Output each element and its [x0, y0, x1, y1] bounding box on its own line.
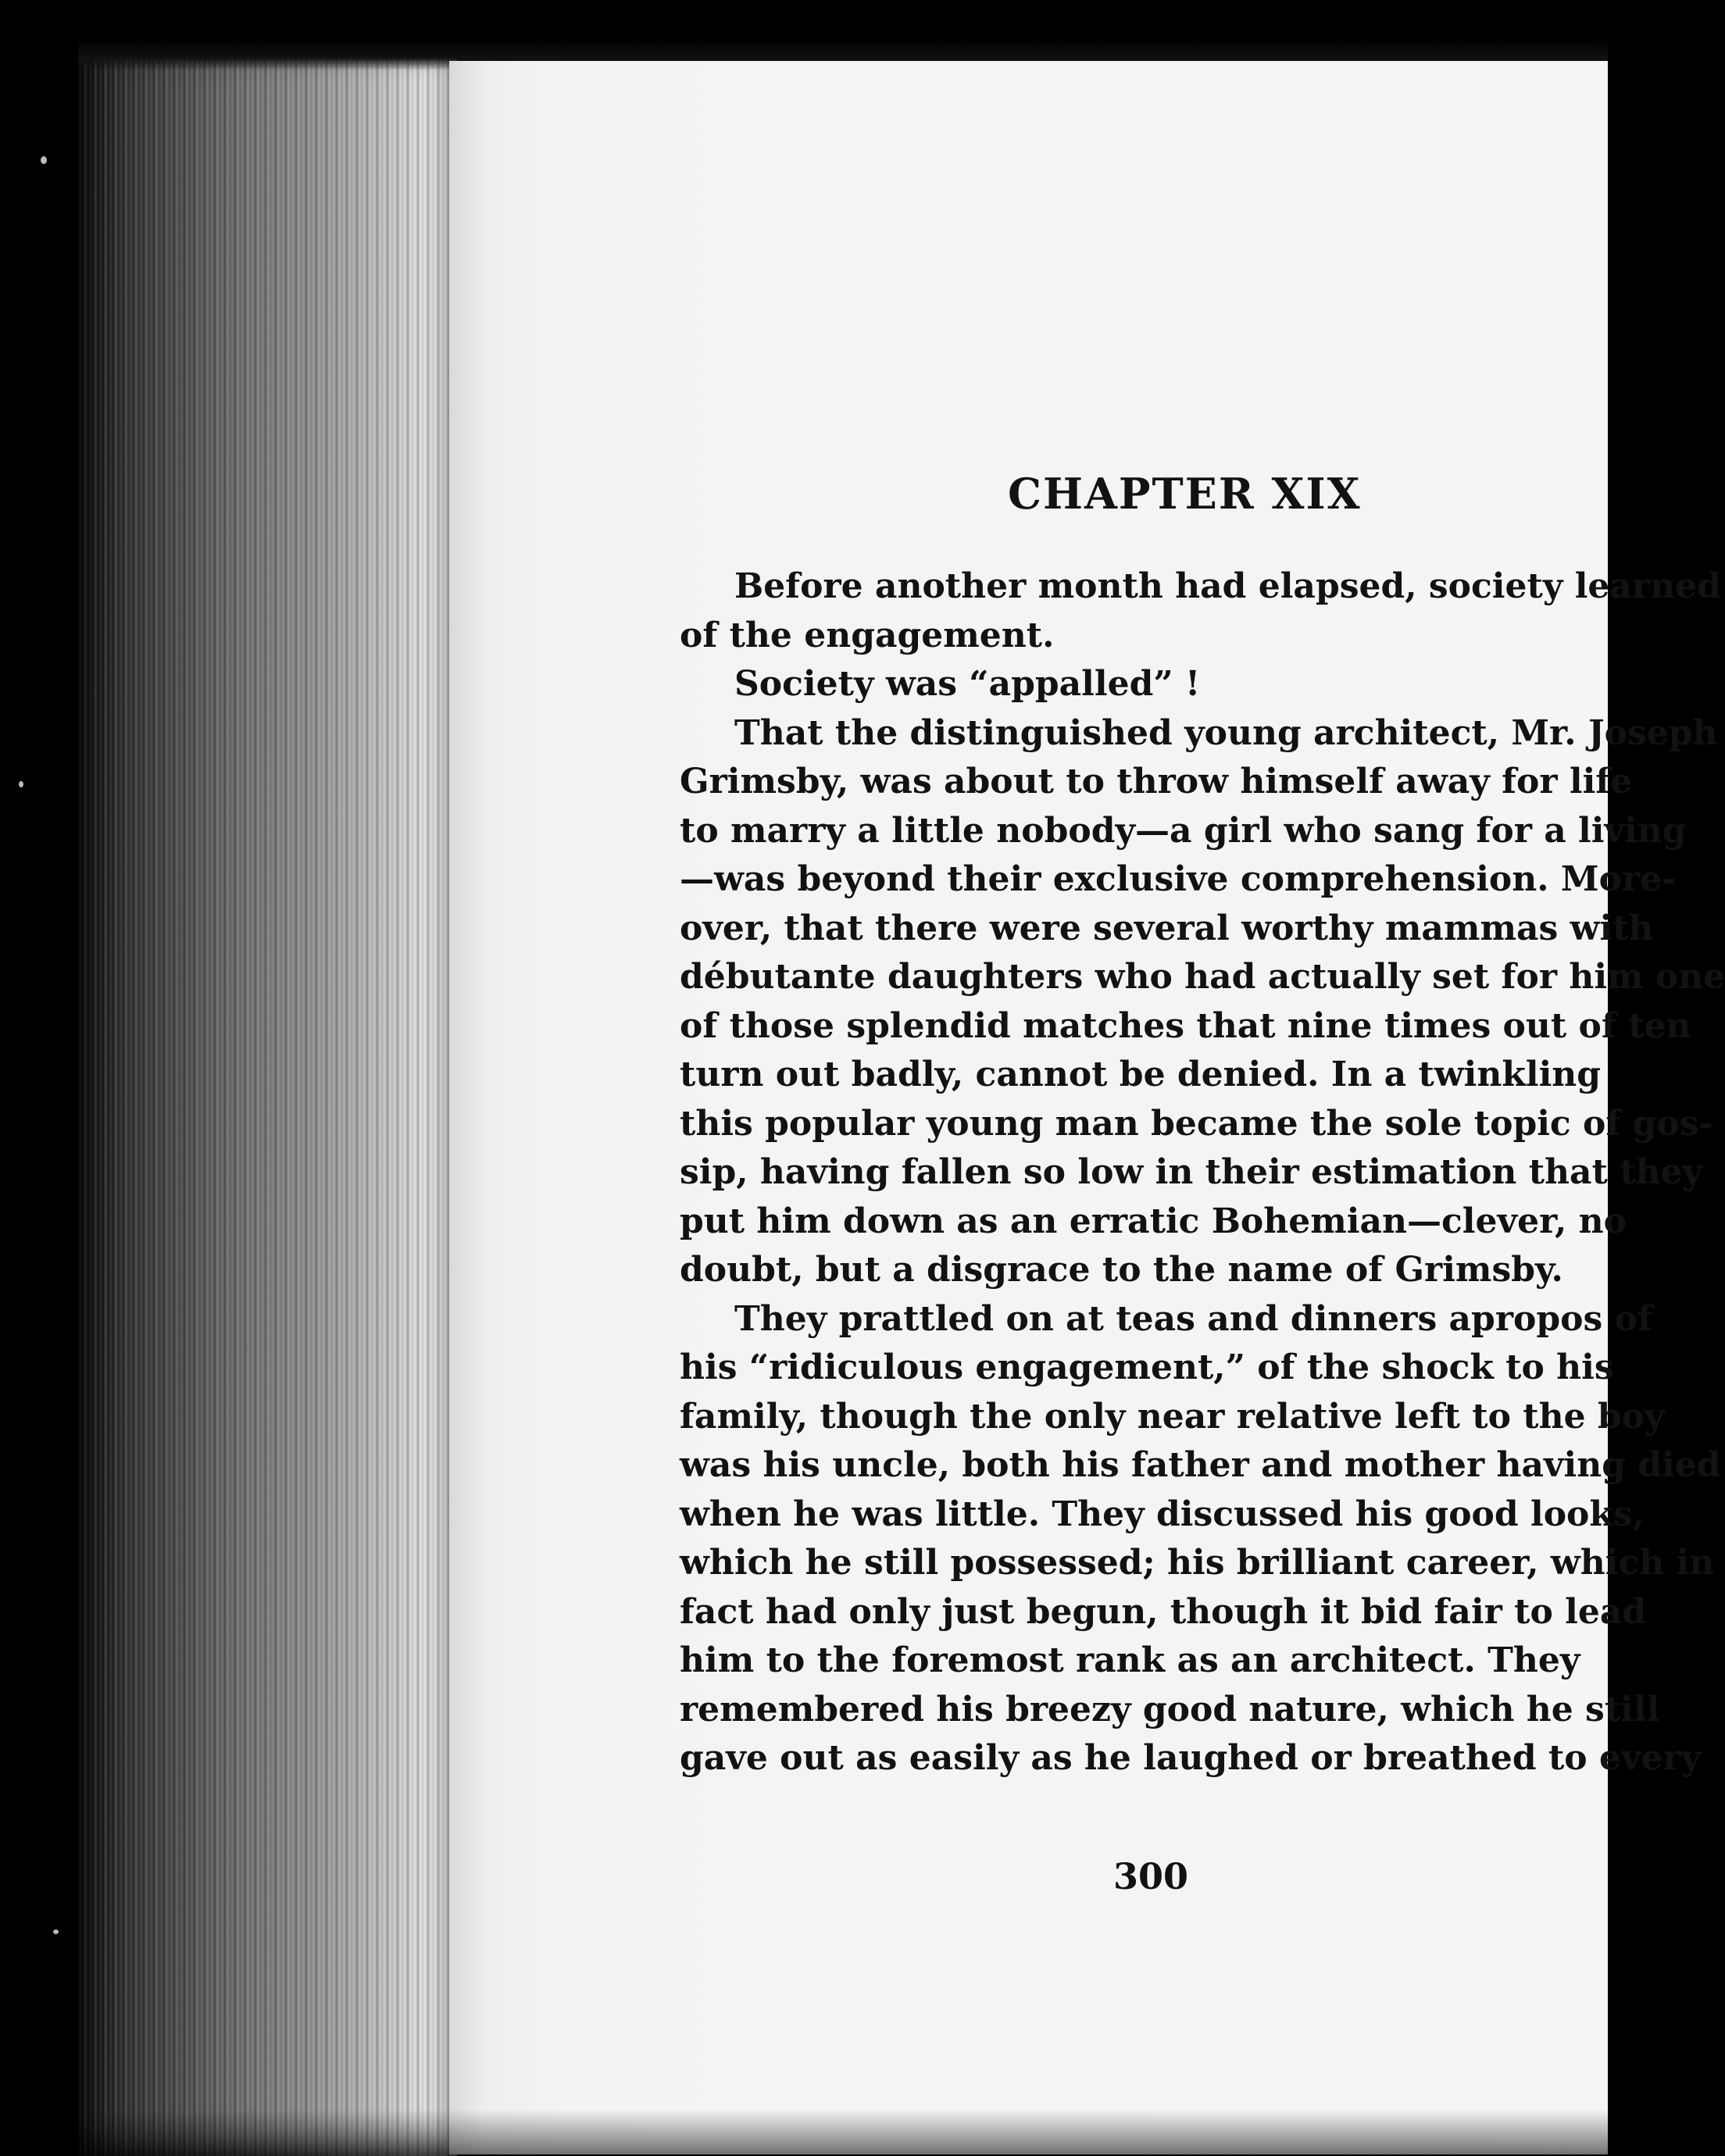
text-line: —was beyond their exclusive comprehension. More- [680, 859, 1677, 899]
text-line: this popular young man became the sole topic of gos- [680, 1103, 1713, 1144]
dust-speck [19, 781, 23, 787]
dust-speck [53, 1929, 59, 1934]
text-line: sip, having fallen so low in their estimation that they [680, 1152, 1703, 1192]
text-line: when he was little. They discussed his good looks, [680, 1494, 1645, 1534]
text-line: turn out badly, cannot be denied. In a twinkling [680, 1055, 1602, 1094]
text-line: débutante daughters who had actually set for him one [680, 957, 1725, 997]
text-line: family, though the only near relative left to the boy [680, 1396, 1665, 1437]
book-fore-edge [78, 47, 457, 2156]
body-text [680, 562, 1725, 1783]
text-line: which he still possessed; his brilliant career, which in [680, 1543, 1715, 1583]
text-line: over, that there were several worthy mammas with [680, 908, 1654, 948]
dust-speck [41, 156, 47, 164]
text-line: gave out as easily as he laughed or breathed to every [680, 1738, 1702, 1778]
text-line: was his uncle, both his father and mother having died [680, 1445, 1721, 1485]
text-line: of those splendid matches that nine times out of ten [680, 1005, 1691, 1046]
text-line: put him down as an erratic Bohemian—clever, no [680, 1201, 1627, 1241]
text-line: to marry a little nobody—a girl who sang for a living [680, 810, 1687, 851]
page-number: 300 [1113, 1855, 1189, 1897]
text-line: him to the foremost rank as an architect. They [680, 1640, 1580, 1680]
text-line: doubt, but a disgrace to the name of Grimsby. [680, 1250, 1563, 1290]
bottom-shadow [78, 2109, 1608, 2156]
text-line: That the distinguished young architect, Mr. Joseph [734, 712, 1718, 753]
text-line: fact had only just begun, though it bid fair to lead [680, 1591, 1647, 1632]
text-line: Before another month had elapsed, society learned [734, 566, 1721, 606]
text-line: They prattled on at teas and dinners apropos of [734, 1298, 1652, 1339]
text-line: of the engagement. [680, 615, 1055, 655]
text-line: remembered his breezy good nature, which he still [680, 1689, 1660, 1729]
text-line: Grimsby, was about to throw himself away for life [680, 762, 1633, 801]
text-line: Society was “appalled” ! [734, 664, 1201, 704]
chapter-title: CHAPTER XIX [1008, 469, 1362, 519]
text-line: his “ridiculous engagement,” of the shock to his [680, 1348, 1614, 1387]
